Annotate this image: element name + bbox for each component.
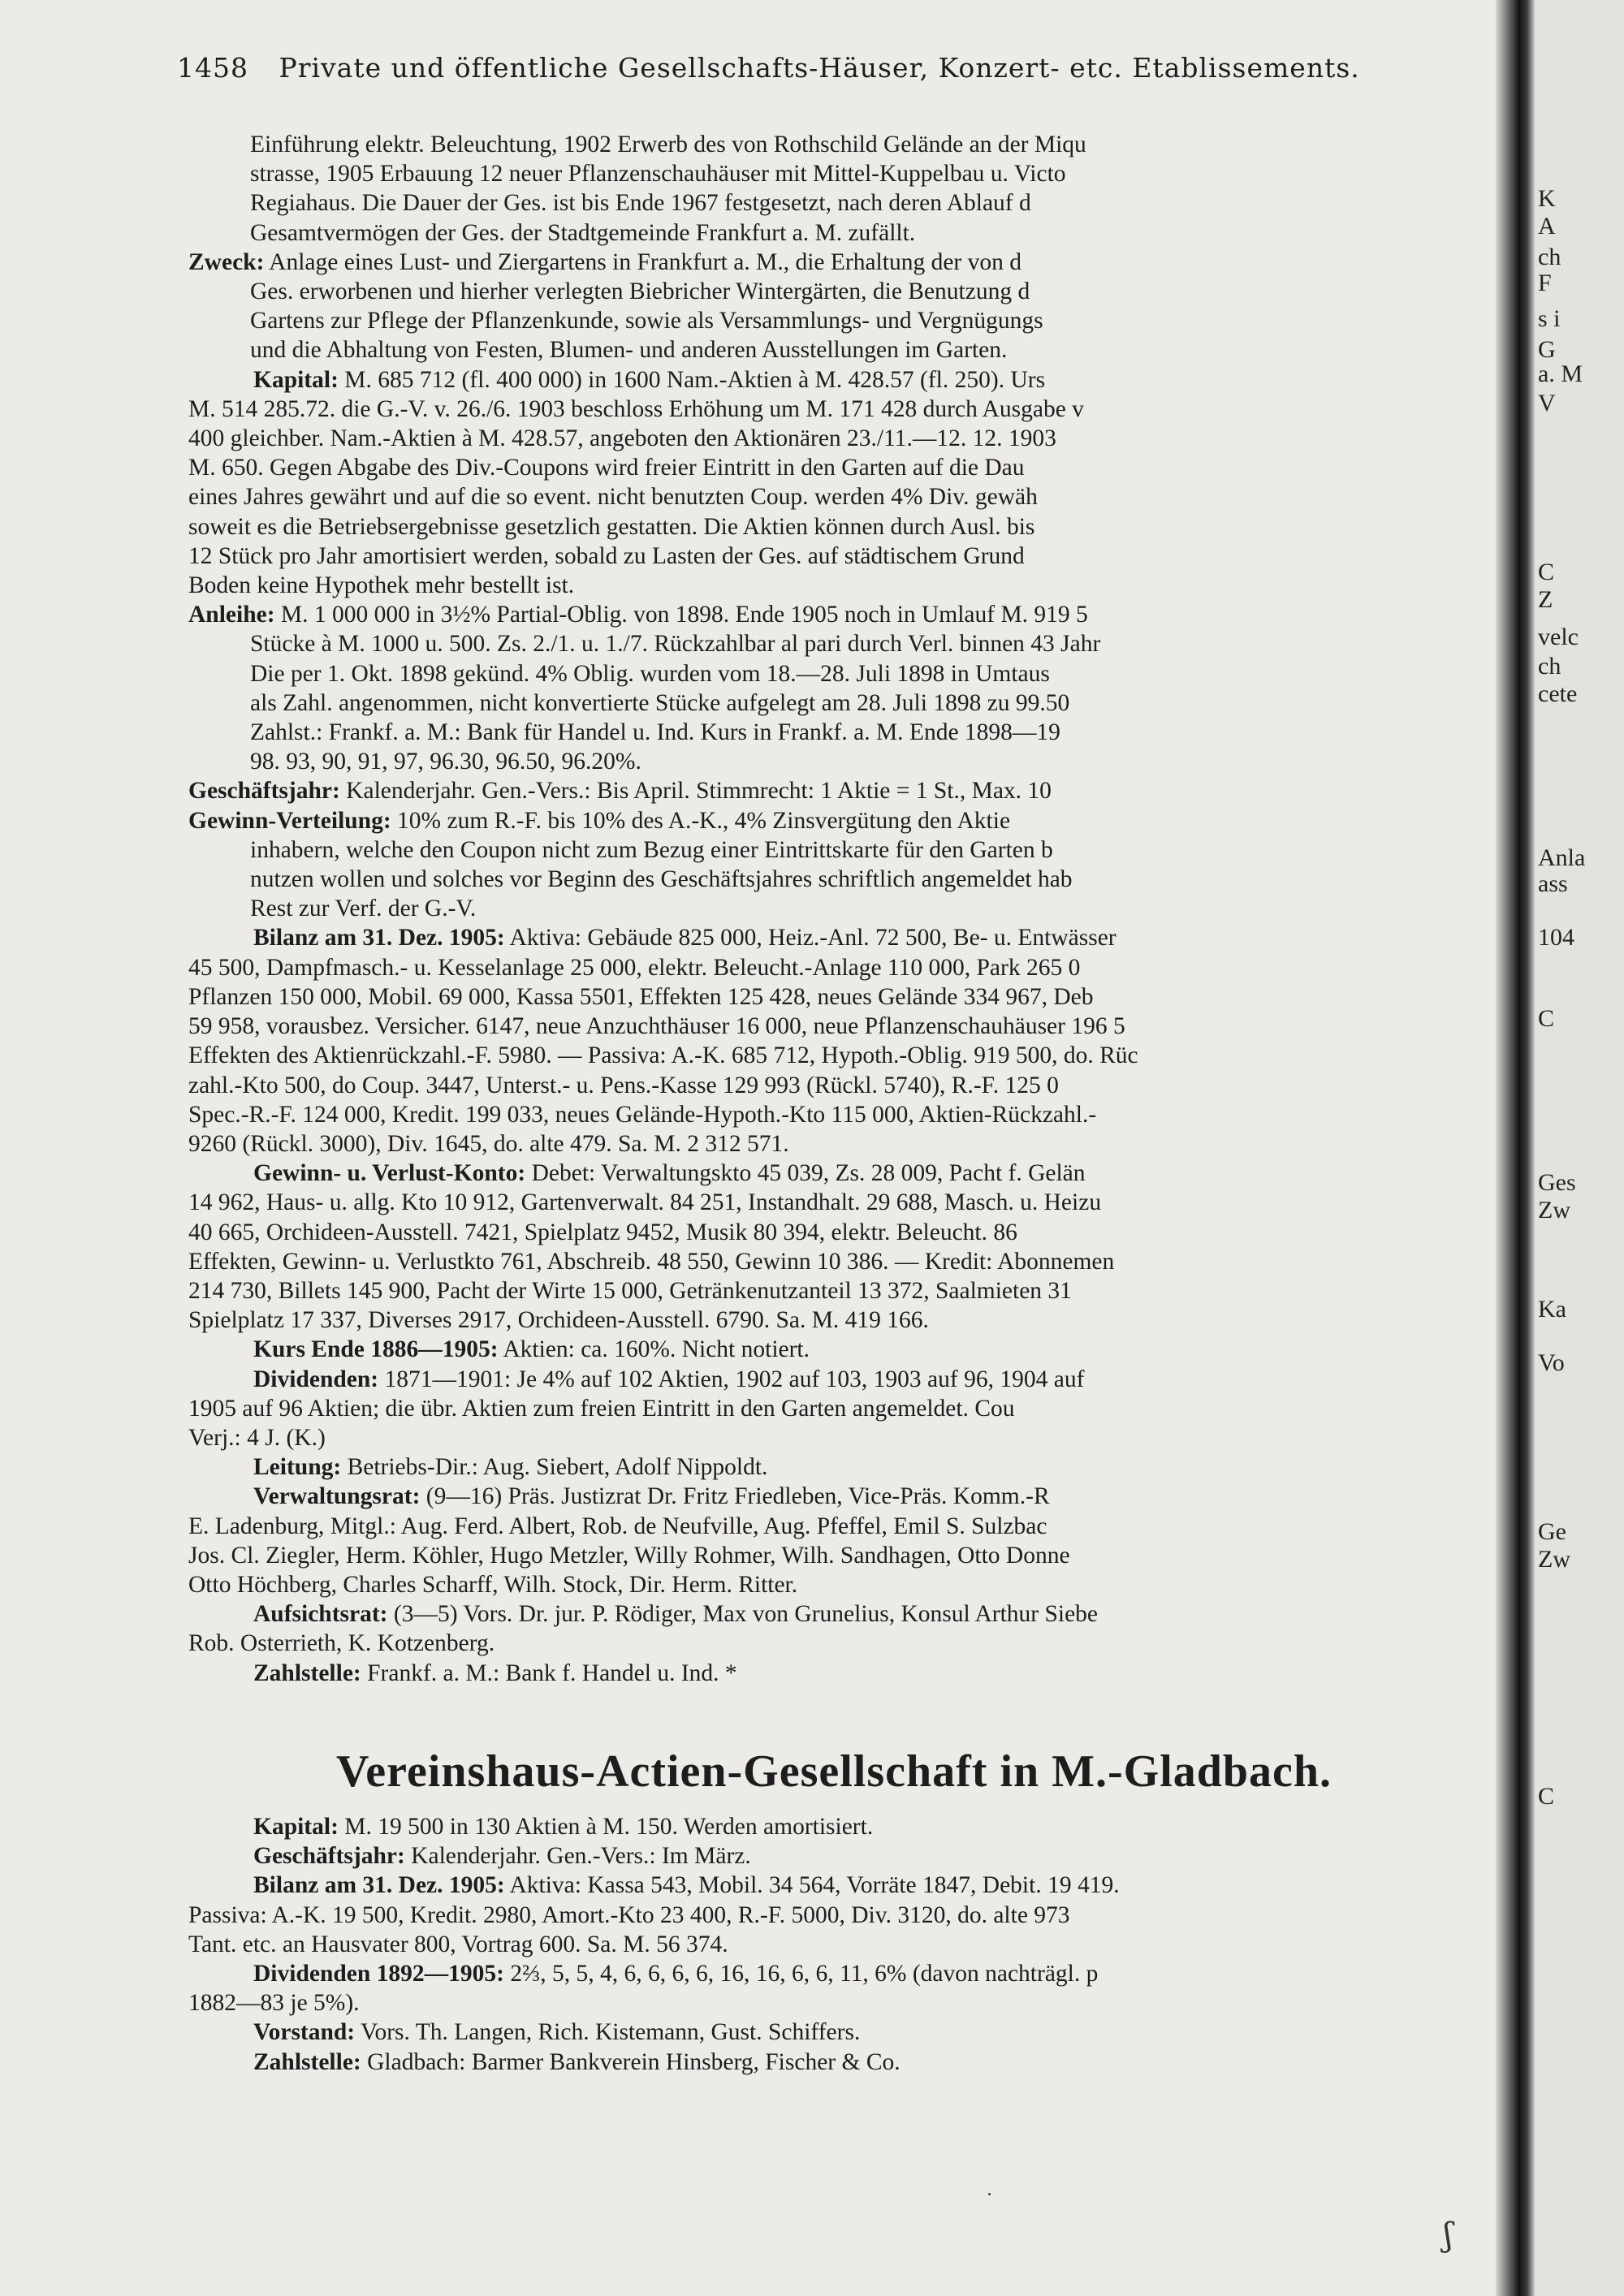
line-text: Effekten des Aktienrückzahl.-F. 5980. — Passiva: A.-K. 685 712, Hypoth.-Oblig. 919 500, do. Rüc [188, 1042, 1138, 1069]
text-line [188, 130, 1479, 159]
text-line [188, 1841, 1479, 1871]
page-header [177, 52, 1476, 84]
facing-page-fragment: V [1538, 390, 1556, 416]
facing-page-fragment: cete [1538, 680, 1578, 707]
line-text: Regiahaus. Die Dauer der Ges. ist bis Ende 1967 festgesetzt, nach deren Ablauf d [250, 190, 1031, 217]
text-line [188, 659, 1479, 688]
line-text: 98. 93, 90, 91, 97, 96.30, 96.50, 96.20%. [250, 749, 641, 775]
field-label: Geschäftsjahr: [188, 778, 340, 805]
text-line [188, 1930, 1479, 1959]
field-label: Bilanz am 31. Dez. 1905: [253, 925, 505, 952]
facing-page-fragment: ass [1538, 870, 1568, 897]
line-text: Tant. etc. an Hausvater 800, Vortrag 600. Sa. M. 56 374. [188, 1931, 728, 1957]
text-line [188, 424, 1479, 453]
line-text: nutzen wollen und solches vor Beginn des Geschäftsjahres schriftlich angemeldet hab [250, 866, 1073, 893]
line-text: 59 958, vorausbez. Versicher. 6147, neue Anzuchthäuser 16 000, neue Pflanzenschauhäuser 196 5 [188, 1013, 1125, 1040]
text-line [188, 512, 1479, 542]
text-line [188, 1871, 1479, 1900]
line-text: Effekten, Gewinn- u. Verlustkto 761, Abschreib. 48 550, Gewinn 10 386. — Kredit: Abonnemen [188, 1248, 1115, 1275]
text-line [188, 1901, 1479, 1930]
line-text: 1882—83 je 5%). [188, 1990, 360, 2017]
field-label: Anleihe: [188, 602, 275, 628]
field-label: Gewinn-Verteilung: [188, 807, 391, 834]
text-line [188, 1159, 1479, 1188]
text-line [188, 1306, 1479, 1335]
text-line [188, 365, 1479, 395]
facing-page-fragment: Ka [1538, 1296, 1566, 1323]
text-line [188, 571, 1479, 600]
text-line [188, 159, 1479, 188]
text-line [188, 1452, 1479, 1482]
line-text: Spielplatz 17 337, Diverses 2917, Orchideen-Ausstell. 6790. Sa. M. 419 166. [188, 1307, 929, 1334]
field-label: Vorstand: [253, 2019, 356, 2046]
field-label: Bilanz am 31. Dez. 1905: [253, 1872, 505, 1899]
line-text: 12 Stück pro Jahr amortisiert werden, sobald zu Lasten der Ges. auf städtischem Grund [188, 542, 1025, 569]
text-line [188, 600, 1479, 629]
line-text: Gartens zur Pflege der Pflanzenkunde, sowie als Versammlungs- und Vergnügungs [250, 308, 1043, 334]
facing-page-fragment: C [1538, 559, 1555, 585]
text-line [188, 806, 1479, 835]
line-text: M. 19 500 in 130 Aktien à M. 150. Werden amortisiert. [338, 1814, 874, 1840]
text-line [188, 218, 1479, 248]
field-label: Kurs Ende 1886—1905: [253, 1336, 499, 1363]
text-line [188, 1570, 1479, 1599]
text-line [188, 953, 1479, 982]
line-text: Ges. erworbenen und hierher verlegten Biebricher Wintergärten, die Benutzung d [250, 278, 1030, 305]
entry-body [188, 1812, 1479, 2077]
line-text: Rob. Osterrieth, K. Kotzenberg. [188, 1630, 495, 1657]
facing-page-fragment: Ges [1538, 1169, 1576, 1196]
facing-page-fragment: C [1538, 1783, 1555, 1810]
line-text: zahl.-Kto 500, do Coup. 3447, Unterst.- u. Pens.-Kasse 129 993 (Rückl. 5740), R.-F. 125 0 [188, 1072, 1059, 1098]
text-line [188, 542, 1479, 571]
line-text: eines Jahres gewährt und auf die so event. nicht benutzten Coup. werden 4% Div. gewäh [188, 484, 1038, 511]
text-line [188, 306, 1479, 335]
text-line [188, 1423, 1479, 1452]
facing-page-fragment: a. M [1538, 360, 1583, 387]
facing-page-fragment: Ge [1538, 1518, 1566, 1545]
line-text: soweit es die Betriebsergebnisse gesetzlich gestatten. Die Aktien können durch Ausl. bis [188, 513, 1035, 540]
text-line [188, 1041, 1479, 1070]
text-line [188, 1599, 1479, 1629]
text-line [188, 982, 1479, 1012]
entry-heading: Vereinshaus-Actien-Gesellschaft in M.-Gladbach. [335, 1746, 1332, 1797]
line-text: Frankf. a. M.: Bank f. Handel u. Ind. * [361, 1659, 737, 1686]
line-text: Zahlst.: Frankf. a. M.: Bank für Handel u. Ind. Kurs in Frankf. a. M. Ende 1898—19 [250, 719, 1060, 746]
text-line [188, 1247, 1479, 1276]
line-text: Anlage eines Lust- und Ziergartens in Frankfurt a. M., die Erhaltung der von d [264, 248, 1021, 275]
text-line [188, 395, 1479, 424]
text-line [188, 188, 1479, 218]
facing-page-fragment: ch [1538, 244, 1561, 270]
field-label: Zahlstelle: [253, 2048, 361, 2075]
line-text: und die Abhaltung von Festen, Blumen- und anderen Ausstellungen im Garten. [250, 337, 1008, 364]
text-line [188, 248, 1479, 277]
line-text: (9—16) Präs. Justizrat Dr. Fritz Friedleben, Vice-Präs. Komm.-R [420, 1483, 1050, 1510]
line-text: 2⅔, 5, 5, 4, 6, 6, 6, 6, 16, 16, 6, 6, 11, 6% (davon nachträgl. p [503, 1961, 1099, 1987]
text-line [188, 1335, 1479, 1364]
line-text: Boden keine Hypothek mehr bestellt ist. [188, 572, 575, 599]
facing-page-fragment: ch [1538, 653, 1561, 680]
company-entry-vereinshaus [188, 1746, 1479, 2077]
field-label: Dividenden: [253, 1366, 379, 1392]
line-text: Stücke à M. 1000 u. 500. Zs. 2./1. u. 1./7. Rückzahlbar al pari durch Verl. binnen 43 Jahr [250, 631, 1101, 658]
text-line [188, 1218, 1479, 1247]
line-text: M. 650. Gegen Abgabe des Div.-Coupons wird freier Eintritt in den Garten auf die Dau [188, 455, 1025, 481]
text-line [188, 923, 1479, 952]
text-line [188, 1812, 1479, 1841]
line-text: Debet: Verwaltungskto 45 039, Zs. 28 009, Pacht f. Gelän [525, 1160, 1086, 1187]
text-line [188, 1100, 1479, 1129]
text-line [188, 1959, 1479, 1988]
field-label: Aufsichtsrat: [253, 1601, 388, 1628]
field-label: Zahlstelle: [253, 1659, 361, 1686]
facing-page-fragment: Zw [1538, 1197, 1570, 1224]
facing-page-fragment: C [1538, 1005, 1555, 1032]
line-text: (3—5) Vors. Dr. jur. P. Rödiger, Max von Grunelius, Konsul Arthur Siebe [387, 1601, 1099, 1628]
facing-page-fragment: Zw [1538, 1546, 1570, 1573]
field-label: Leitung: [253, 1454, 342, 1481]
line-text: M. 685 712 (fl. 400 000) in 1600 Nam.-Aktien à M. 428.57 (fl. 250). Urs [338, 366, 1046, 393]
facing-page-fragment: G [1538, 336, 1556, 363]
facing-page-fragment: Vo [1538, 1349, 1565, 1376]
line-text: 9260 (Rückl. 3000), Div. 1645, do. alte 479. Sa. M. 2 312 571. [188, 1130, 789, 1157]
text-line [188, 1482, 1479, 1511]
field-label: Verwaltungsrat: [253, 1483, 421, 1510]
text-line [188, 747, 1479, 776]
field-label: Kapital: [253, 366, 339, 393]
text-line [188, 688, 1479, 718]
text-line [188, 1394, 1479, 1423]
line-text: Einführung elektr. Beleuchtung, 1902 Erwerb des von Rothschild Gelände an der Miqu [250, 132, 1086, 158]
text-line [188, 2018, 1479, 2047]
line-text: als Zahl. angenommen, nicht konvertierte Stücke aufgelegt am 28. Juli 1898 zu 99.50 [250, 689, 1070, 716]
text-line [188, 1541, 1479, 1570]
line-text: Aktiva: Gebäude 825 000, Heiz.-Anl. 72 500, Be- u. Entwässer [504, 925, 1116, 952]
text-line [188, 865, 1479, 894]
line-text: E. Ladenburg, Mitgl.: Aug. Ferd. Albert, Rob. de Neufville, Aug. Pfeffel, Emil S. Sulzbac [188, 1513, 1047, 1539]
text-line [188, 1071, 1479, 1100]
text-line [188, 1365, 1479, 1394]
text-line [188, 1512, 1479, 1541]
field-label: Kapital: [253, 1814, 339, 1840]
text-line [188, 482, 1479, 511]
text-line [188, 1659, 1479, 1688]
text-line [188, 835, 1479, 865]
text-line [188, 718, 1479, 747]
print-speck: ˙ [984, 2190, 995, 2215]
facing-page-fragment: K [1538, 185, 1556, 212]
text-line [188, 2048, 1479, 2077]
facing-page-fragment: velc [1538, 624, 1579, 650]
text-line [188, 1629, 1479, 1658]
line-text: strasse, 1905 Erbauung 12 neuer Pflanzenschauhäuser mit Mittel-Kuppelbau u. Victo [250, 161, 1066, 188]
line-text: 40 665, Orchideen-Ausstell. 7421, Spielplatz 9452, Musik 80 394, elektr. Beleucht. 86 [188, 1219, 1017, 1245]
line-text: Pflanzen 150 000, Mobil. 69 000, Kassa 5501, Effekten 125 428, neues Gelände 334 967, Deb [188, 983, 1094, 1010]
line-text: 14 962, Haus- u. allg. Kto 10 912, Gartenverwalt. 84 251, Instandhalt. 29 688, Masch. u. Heizu [188, 1189, 1102, 1216]
field-label: Zweck: [188, 248, 265, 275]
line-text: Vors. Th. Langen, Rich. Kistemann, Gust. Schiffers. [355, 2019, 861, 2046]
line-text: Gesamtvermögen der Ges. der Stadtgemeinde Frankfurt a. M. zufällt. [250, 219, 916, 246]
margin-pen-stroke: ʃ [1444, 2216, 1453, 2254]
line-text: Jos. Cl. Ziegler, Herm. Köhler, Hugo Metzler, Willy Rohmer, Wilh. Sandhagen, Otto Donne [188, 1542, 1070, 1569]
text-line [188, 1276, 1479, 1306]
facing-page-edge [1535, 0, 1624, 2296]
line-text: Spec.-R.-F. 124 000, Kredit. 199 033, neues Gelände-Hypoth.-Kto 115 000, Aktien-Rückzahl.- [188, 1101, 1097, 1128]
running-title: Private und öffentliche Gesellschafts-Häuser, Konzert- etc. Etablissements. [279, 52, 1360, 84]
book-gutter [1496, 0, 1535, 2296]
line-text: 45 500, Dampfmasch.- u. Kesselanlage 25 000, elektr. Beleucht.-Anlage 110 000, Park 265 0 [188, 954, 1081, 981]
facing-page-fragment: s i [1538, 305, 1561, 332]
line-text: 1871—1901: Je 4% auf 102 Aktien, 1902 auf 103, 1903 auf 96, 1904 auf [378, 1366, 1085, 1392]
text-line [188, 1188, 1479, 1217]
facing-page-fragment: 104 [1538, 924, 1574, 951]
line-text: Rest zur Verf. der G.-V. [250, 896, 477, 922]
facing-page-fragment: F [1538, 270, 1552, 296]
facing-page-fragment: A [1538, 213, 1556, 240]
text-line [188, 1988, 1479, 2018]
text-line [188, 629, 1479, 658]
line-text: Aktiva: Kassa 543, Mobil. 34 564, Vorräte 1847, Debit. 19 419. [504, 1872, 1120, 1899]
text-line [188, 453, 1479, 482]
line-text: Kalenderjahr. Gen.-Vers.: Bis April. Stimmrecht: 1 Aktie = 1 St., Max. 10 [339, 778, 1052, 805]
line-text: Passiva: A.-K. 19 500, Kredit. 2980, Amort.-Kto 23 400, R.-F. 5000, Div. 3120, do. alte 973 [188, 1901, 1070, 1928]
facing-page-fragment: Anla [1538, 844, 1586, 871]
line-text: Aktien: ca. 160%. Nicht notiert. [498, 1336, 810, 1363]
text-line [188, 335, 1479, 365]
page-number: 1458 [177, 52, 248, 84]
line-text: Die per 1. Okt. 1898 gekünd. 4% Oblig. wurden vom 18.—28. Juli 1898 in Umtaus [250, 660, 1050, 687]
text-line [188, 1012, 1479, 1041]
line-text: Gladbach: Barmer Bankverein Hinsberg, Fischer & Co. [361, 2048, 901, 2075]
line-text: 10% zum R.-F. bis 10% des A.-K., 4% Zinsvergütung den Aktie [391, 807, 1011, 834]
text-line [188, 277, 1479, 306]
line-text: M. 1 000 000 in 3½% Partial-Oblig. von 1898. Ende 1905 noch in Umlauf M. 919 5 [274, 602, 1088, 628]
field-label: Dividenden 1892—1905: [253, 1961, 504, 1987]
facing-page-fragment: Z [1538, 586, 1553, 613]
field-label: Geschäftsjahr: [253, 1843, 405, 1870]
line-text: Otto Höchberg, Charles Scharff, Wilh. Stock, Dir. Herm. Ritter. [188, 1571, 798, 1598]
text-line [188, 776, 1479, 805]
line-text: 1905 auf 96 Aktien; die übr. Aktien zum freien Eintritt in den Garten angemeldet. Cou [188, 1395, 1015, 1422]
line-text: 400 gleichber. Nam.-Aktien à M. 428.57, angeboten den Aktionären 23./11.—12. 12. 1903 [188, 425, 1056, 452]
line-text: Kalenderjahr. Gen.-Vers.: Im März. [404, 1843, 751, 1870]
text-line [188, 1129, 1479, 1159]
text-line [188, 894, 1479, 923]
company-entry-palmengarten [188, 130, 1479, 1688]
line-text: Verj.: 4 J. (K.) [188, 1424, 326, 1451]
field-label: Gewinn- u. Verlust-Konto: [253, 1160, 526, 1187]
line-text: Betriebs-Dir.: Aug. Siebert, Adolf Nippoldt. [341, 1454, 768, 1481]
line-text: 214 730, Billets 145 900, Pacht der Wirte 15 000, Getränkenutzanteil 13 372, Saalmieten 31 [188, 1277, 1072, 1304]
line-text: M. 514 285.72. die G.-V. v. 26./6. 1903 beschloss Erhöhung um M. 171 428 durch Ausgabe v [188, 395, 1084, 422]
line-text: inhabern, welche den Coupon nicht zum Bezug einer Eintrittskarte für den Garten b [250, 836, 1053, 863]
